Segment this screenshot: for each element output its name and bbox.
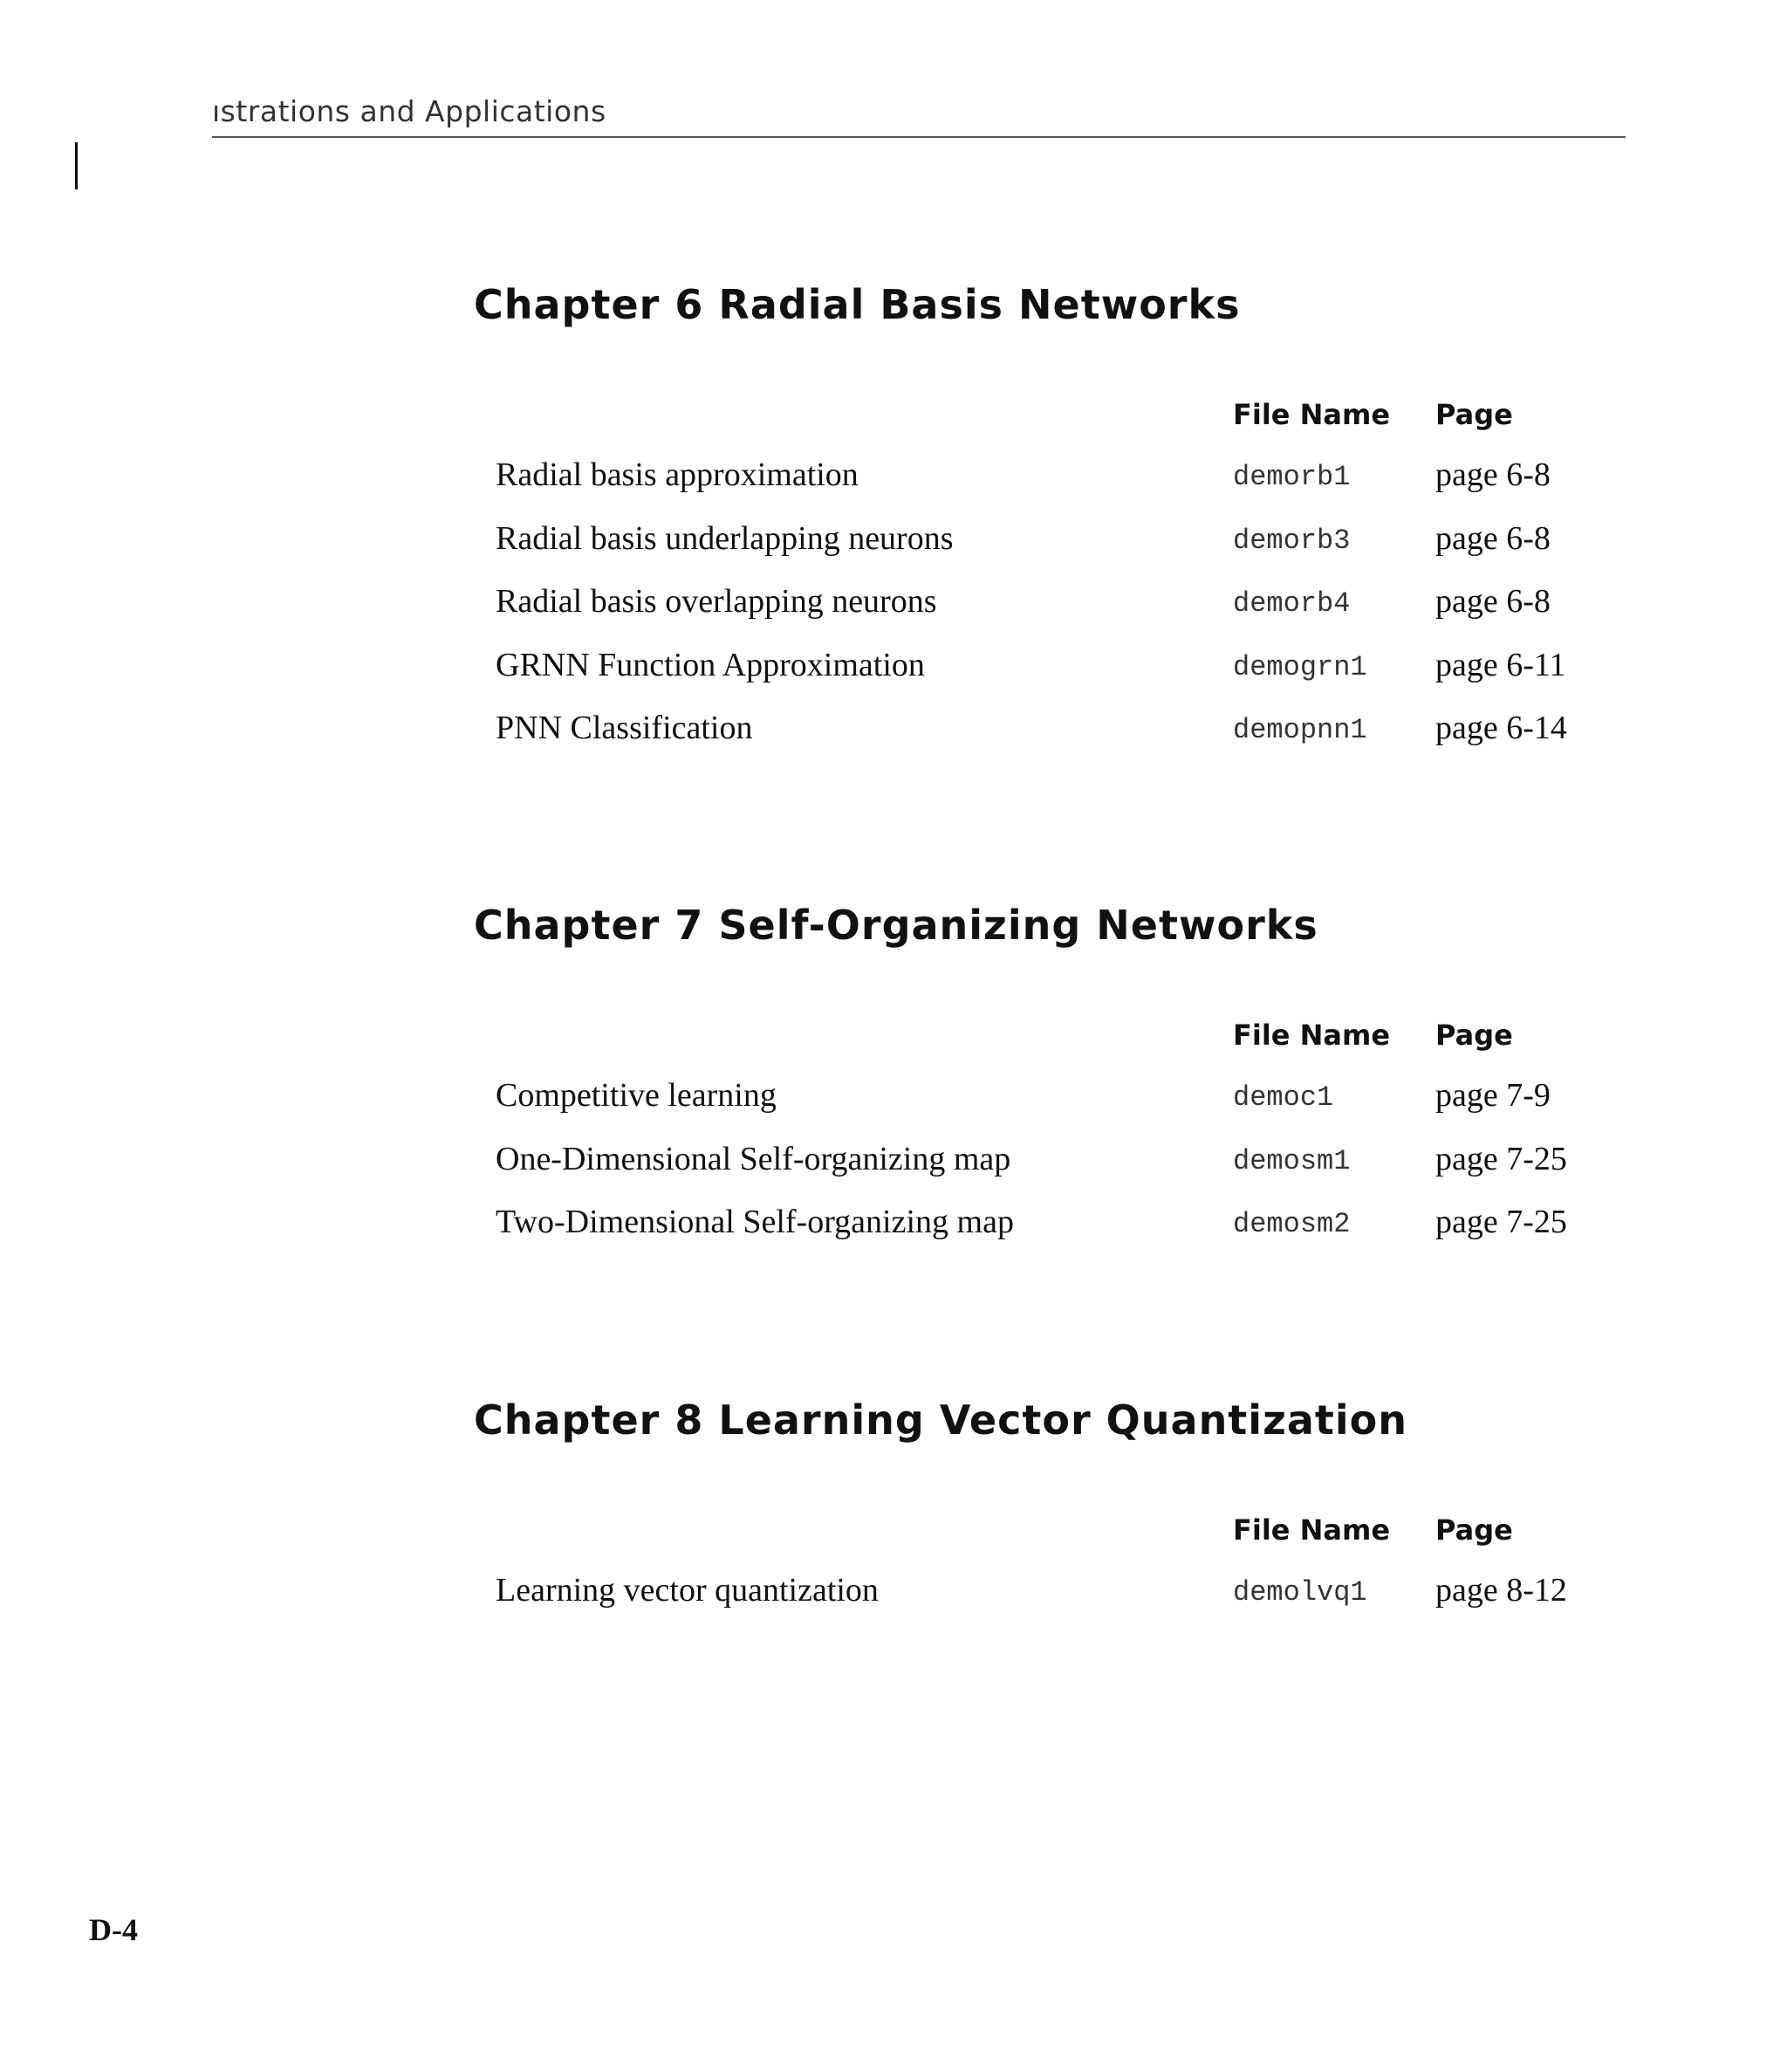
demo-row — [496, 1140, 1630, 1192]
change-bar — [75, 142, 78, 189]
demo-title: Two-Dimensional Self-organizing map — [496, 1204, 1014, 1240]
demo-row — [496, 582, 1630, 635]
demo-page-ref: page 7-25 — [1435, 1141, 1567, 1177]
demo-row — [496, 1571, 1630, 1623]
column-header-page: Page — [1435, 1513, 1513, 1547]
demo-page-ref: page 6-11 — [1435, 647, 1566, 683]
demo-row — [496, 709, 1630, 761]
demo-row — [496, 646, 1630, 698]
demo-file-name: demopnn1 — [1233, 714, 1367, 746]
running-header — [212, 94, 1626, 138]
demo-page-ref: page 6-14 — [1435, 710, 1567, 746]
demo-file-name: demosm1 — [1233, 1145, 1351, 1177]
demo-file-name: democ1 — [1233, 1081, 1334, 1114]
demo-file-name: demorb3 — [1233, 525, 1351, 557]
demo-title: Learning vector quantization — [496, 1572, 879, 1609]
chapter-title: Chapter 7 Self-Organizing Networks — [474, 902, 1318, 949]
demo-file-name: demosm2 — [1233, 1208, 1351, 1240]
demo-title: Radial basis overlapping neurons — [496, 583, 937, 620]
demo-page-ref: page 6-8 — [1435, 520, 1551, 557]
page-number: D-4 — [89, 1912, 138, 1947]
chapter-title: Chapter 8 Learning Vector Quantization — [474, 1396, 1407, 1444]
demo-page-ref: page 6-8 — [1435, 456, 1551, 493]
demo-page-ref: page 7-9 — [1435, 1077, 1551, 1114]
column-header-file-name: File Name — [1233, 1019, 1391, 1052]
demo-file-name: demolvq1 — [1233, 1576, 1367, 1609]
running-header-title: ıstrations and Applications — [212, 94, 606, 128]
column-header-page: Page — [1435, 1019, 1513, 1052]
demo-title: Competitive learning — [496, 1077, 777, 1114]
demo-row — [496, 1076, 1630, 1129]
demo-file-name: demorb4 — [1233, 587, 1351, 620]
demo-page-ref: page 7-25 — [1435, 1204, 1567, 1240]
demo-title: GRNN Function Approximation — [496, 647, 925, 683]
demo-row — [496, 1203, 1630, 1255]
demo-file-name: demogrn1 — [1233, 651, 1367, 683]
column-header-file-name: File Name — [1233, 1513, 1391, 1547]
demo-title: PNN Classification — [496, 710, 753, 746]
demo-page-ref: page 8-12 — [1435, 1572, 1567, 1609]
demo-file-name: demorb1 — [1233, 461, 1351, 493]
chapter-title: Chapter 6 Radial Basis Networks — [474, 281, 1241, 328]
column-header-file-name: File Name — [1233, 398, 1391, 431]
column-header-page: Page — [1435, 398, 1513, 431]
demo-title: Radial basis approximation — [496, 456, 859, 493]
demo-row — [496, 456, 1630, 508]
demo-row — [496, 519, 1630, 572]
demo-title: Radial basis underlapping neurons — [496, 520, 954, 557]
demo-title: One-Dimensional Self-organizing map — [496, 1141, 1011, 1177]
demo-page-ref: page 6-8 — [1435, 583, 1551, 620]
